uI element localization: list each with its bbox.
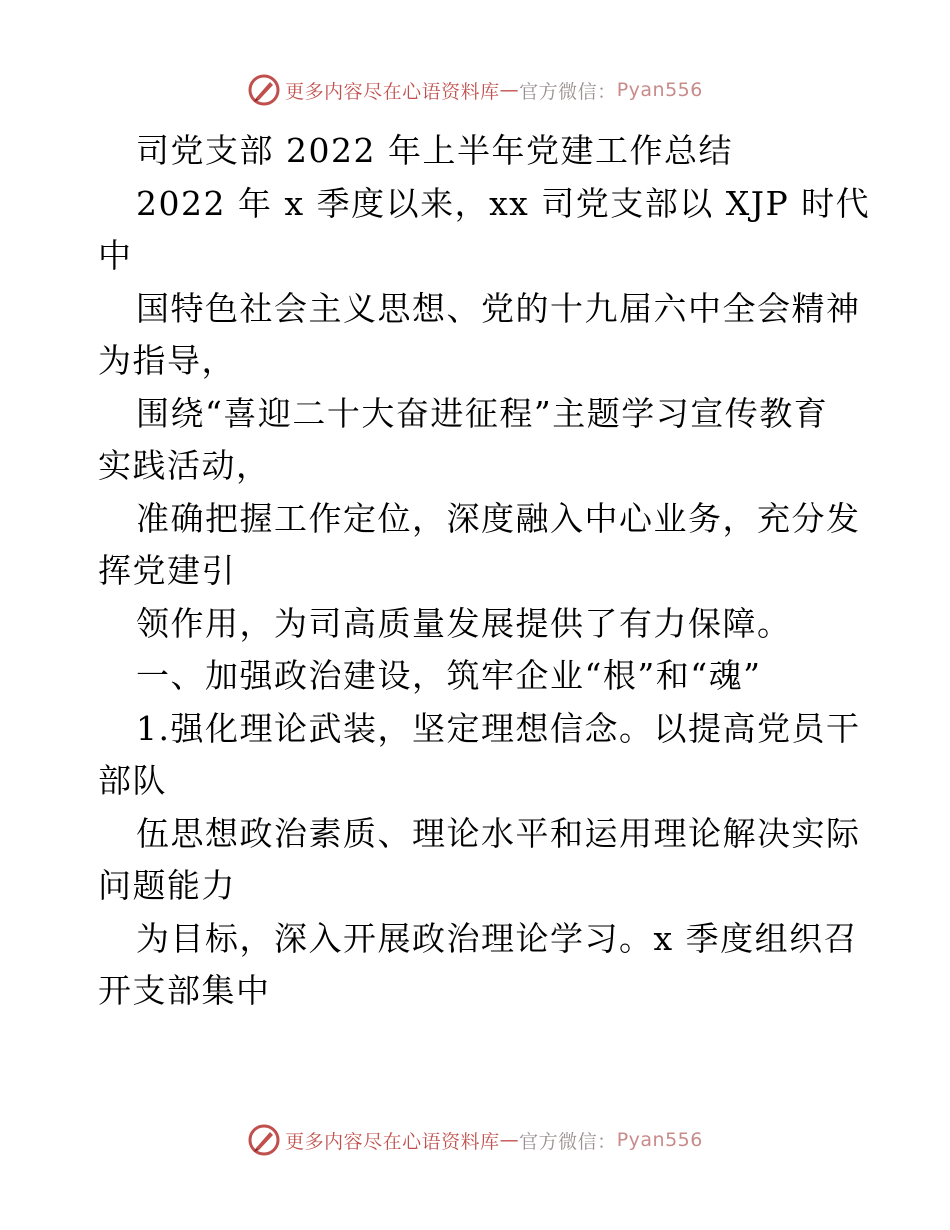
watermark-wechat-id: Pyan556	[616, 1129, 703, 1151]
text-line: 围绕“喜迎二十大奋进征程”主题学习宣传教育	[136, 393, 829, 433]
watermark-dash: —	[499, 79, 520, 101]
doc-title-line: 司党支部 2022 年上半年党建工作总结	[136, 131, 733, 170]
watermark-brand: 更多内容尽在心语资料库	[285, 1130, 500, 1153]
watermark-label: 官方微信：	[519, 80, 617, 103]
text-line: 领作用，为司高质量发展提供了有力保障。	[136, 603, 792, 643]
text-line: 挥党建引	[98, 551, 236, 590]
text-line: 部队	[98, 761, 167, 800]
text-line: 为指导，	[98, 341, 236, 380]
watermark-brand: 更多内容尽在心语资料库	[285, 80, 500, 103]
text-line: 伍思想政治素质、理论水平和运用理论解决实际	[136, 813, 861, 853]
document-body	[98, 125, 871, 1018]
footer-watermark	[0, 1120, 950, 1160]
text-line: 国特色社会主义思想、党的十九届六中全会精神	[136, 288, 861, 328]
section-heading-line: 一、加强政治建设，筑牢企业“根”和“魂”	[136, 656, 762, 695]
text-line: 中	[98, 236, 133, 275]
pen-logo-icon	[247, 1123, 281, 1157]
text-line: 实践活动，	[98, 446, 271, 485]
pen-logo-icon	[247, 73, 281, 107]
text-line: 问题能力	[98, 866, 236, 905]
text-line: 为目标，深入开展政治理论学习。x 季度组织召	[136, 918, 859, 958]
text-line: 开支部集中	[98, 971, 271, 1010]
text-line: 2022 年 x 季度以来，xx 司党支部以 XJP 时代	[136, 183, 871, 223]
watermark-wechat-id: Pyan556	[616, 79, 703, 101]
subsection-heading-line: 1.强化理论武装，坚定理想信念。以提高党员干	[136, 708, 861, 748]
watermark-dash: —	[499, 1129, 520, 1151]
header-watermark	[0, 70, 950, 110]
text-line: 准确把握工作定位，深度融入中心业务，充分发	[136, 498, 861, 538]
watermark-label: 官方微信：	[519, 1130, 617, 1153]
